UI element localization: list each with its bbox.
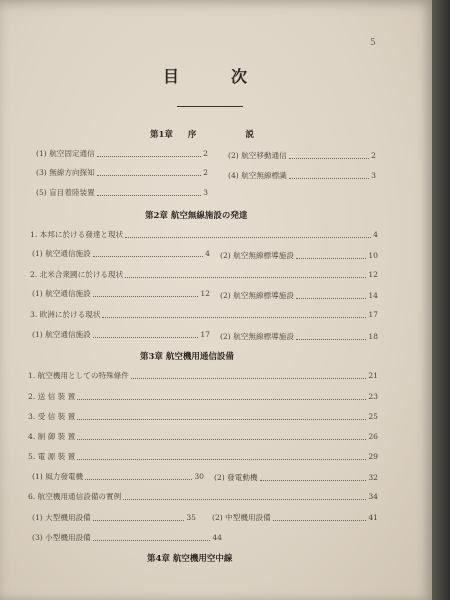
entry-label: 4. 制 御 裝 置: [28, 432, 76, 441]
entry-page: 3: [371, 171, 376, 180]
entry-label: (2) 航空無線標導施設: [220, 251, 294, 260]
toc-entry[interactable]: [32, 288, 210, 300]
entry-page: 14: [368, 291, 378, 300]
entry-label: (2) 航空無線標導施設: [220, 332, 294, 341]
chapter-2-heading: 第2章 航空無線施設の発達: [145, 211, 248, 221]
entry-label: 3. 受 信 裝 置: [28, 412, 76, 421]
entry-label: (1) 風力發電機: [32, 472, 84, 481]
entry-label: (2) 發電動機: [214, 473, 258, 482]
entry-page: 23: [368, 392, 378, 401]
leader-dots: [77, 459, 366, 460]
entry-page: 29: [368, 452, 378, 461]
entry-label: 2. 北米合衆國に於ける現状: [30, 270, 124, 279]
entry-label: 3. 欧洲に於ける現状: [30, 310, 101, 319]
entry-page: 2: [371, 151, 376, 160]
entry-page: 17: [368, 310, 378, 319]
entry-label: 1. 本邦に於ける發達と現状: [30, 230, 124, 239]
leader-dots: [77, 419, 366, 420]
leader-dots: [93, 337, 199, 338]
entry-page: 4: [205, 249, 210, 258]
leader-dots: [296, 298, 366, 299]
entry-page: 2: [203, 168, 208, 177]
toc-entry[interactable]: [32, 248, 210, 260]
leader-dots: [289, 178, 369, 179]
leader-dots: [93, 256, 203, 257]
leader-dots: [97, 175, 201, 176]
leader-dots: [125, 237, 371, 238]
page-number: 5: [370, 38, 376, 48]
toc-entry[interactable]: [28, 391, 378, 403]
entry-page: 18: [368, 332, 378, 341]
toc-entry[interactable]: [220, 250, 378, 262]
toc-heading-char-2: 次: [231, 67, 248, 86]
leader-dots: [123, 499, 366, 500]
entry-label: (1) 航空通信施設: [32, 330, 91, 339]
toc-entry[interactable]: [32, 532, 222, 544]
leader-dots: [131, 378, 367, 379]
toc-entry[interactable]: [30, 269, 378, 281]
entry-page: 25: [368, 412, 378, 421]
chapter-1-label: 第1章: [150, 130, 173, 140]
heading-underline: [177, 106, 243, 107]
entry-page: 41: [368, 513, 378, 522]
entry-label: (3) 小型機用設備: [32, 533, 91, 542]
entry-label: (1) 大型機用設備: [32, 513, 91, 522]
entry-label: 6. 航空機用通信設備の實例: [28, 492, 122, 501]
toc-entry[interactable]: [32, 471, 204, 483]
toc-entry[interactable]: [228, 170, 376, 182]
leader-dots: [93, 540, 211, 541]
toc-entry[interactable]: [28, 451, 378, 463]
entry-page: 32: [368, 473, 378, 482]
toc-entry[interactable]: [32, 329, 210, 341]
toc-entry[interactable]: [30, 229, 378, 241]
entry-page: 2: [203, 149, 208, 158]
entry-label: (1) 航空通信施設: [32, 289, 91, 298]
entry-page: 4: [373, 230, 378, 239]
entry-page: 12: [368, 270, 378, 279]
toc-entry[interactable]: [30, 309, 378, 321]
entry-page: 10: [368, 251, 378, 260]
entry-label: (5) 盲目着陸装置: [36, 188, 95, 197]
toc-entry[interactable]: [28, 370, 378, 382]
entry-label: (2) 航空移動通信: [228, 151, 287, 160]
entry-page: 12: [200, 289, 210, 298]
entry-page: 30: [194, 472, 204, 481]
entry-label: (1) 航空通信施設: [32, 249, 91, 258]
leader-dots: [85, 479, 192, 480]
toc-entry[interactable]: [212, 512, 378, 524]
toc-entry[interactable]: [28, 431, 378, 443]
leader-dots: [97, 195, 201, 196]
leader-dots: [273, 520, 367, 521]
leader-dots: [102, 317, 366, 318]
entry-label: (4) 航空無線標識: [228, 171, 287, 180]
leader-dots: [296, 258, 366, 259]
leader-dots: [289, 158, 369, 159]
leader-dots: [93, 296, 199, 297]
entry-page: 17: [200, 330, 210, 339]
book-binding-edge: [432, 0, 450, 600]
toc-heading-char-1: 目: [163, 67, 180, 86]
toc-entry[interactable]: [36, 167, 208, 179]
chapter-4-heading: 第4章 航空機用空中線: [147, 554, 233, 564]
toc-entry[interactable]: [32, 512, 196, 524]
entry-label: 2. 送 信 裝 置: [28, 392, 76, 401]
entry-page: 34: [368, 492, 378, 501]
leader-dots: [93, 520, 185, 521]
entry-label: 5. 電 源 裝 置: [28, 452, 76, 461]
toc-entry[interactable]: [36, 187, 208, 199]
toc-entry[interactable]: [28, 411, 378, 423]
toc-entry[interactable]: [220, 290, 378, 302]
toc-entry[interactable]: [220, 331, 378, 343]
chapter-3-heading: 第3章 航空機用通信設備: [140, 352, 234, 362]
chapter-1-title-b: 説: [245, 130, 254, 140]
entry-page: 44: [212, 533, 222, 542]
entry-label: (2) 中型機用設備: [212, 513, 271, 522]
entry-label: (2) 航空無線標導施設: [220, 291, 294, 300]
entry-label: (1) 航空固定通信: [36, 149, 95, 158]
entry-label: (3) 無線方向探知: [36, 168, 95, 177]
entry-page: 21: [368, 371, 378, 380]
entry-page: 26: [368, 432, 378, 441]
chapter-1-heading: [150, 128, 254, 140]
chapter-1-title-a: 序: [187, 130, 197, 140]
leader-dots: [125, 277, 366, 278]
leader-dots: [77, 399, 366, 400]
toc-entry[interactable]: [28, 491, 378, 503]
toc-entry[interactable]: [228, 150, 376, 162]
leader-dots: [296, 339, 366, 340]
leader-dots: [260, 480, 367, 481]
entry-page: 3: [203, 188, 208, 197]
leader-dots: [97, 156, 201, 157]
toc-entry[interactable]: [214, 472, 378, 484]
toc-entry[interactable]: [36, 148, 208, 160]
entry-label: 1. 航空機用としての特殊條件: [28, 371, 129, 380]
entry-page: 35: [186, 513, 196, 522]
leader-dots: [77, 439, 366, 440]
